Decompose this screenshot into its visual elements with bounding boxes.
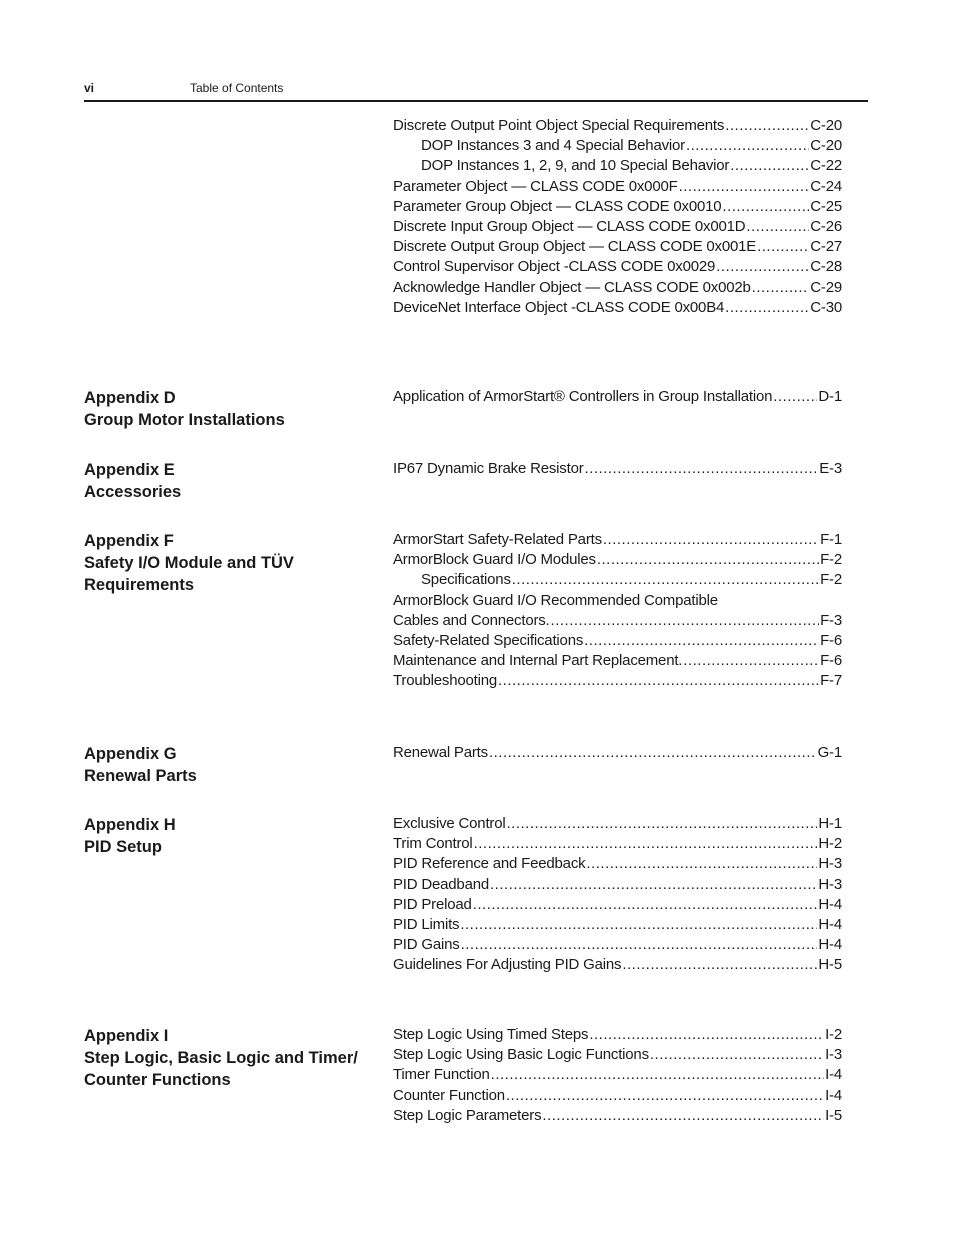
toc-entry-title: PID Deadband [393, 875, 490, 893]
toc-entry-title: Discrete Input Group Object — CLASS CODE 0x001D [393, 217, 746, 235]
toc-entry-title: PID Limits [393, 915, 460, 933]
appendix-title: Renewal Parts [84, 767, 197, 785]
toc-entry-page: C-27 [810, 238, 842, 256]
dot-leader [473, 895, 818, 915]
toc-entry-title: Counter Function [393, 1086, 505, 1104]
toc-entry-page: C-28 [810, 258, 842, 276]
dot-leader [585, 459, 819, 479]
toc-entry[interactable] [393, 935, 842, 955]
dot-leader [683, 651, 819, 671]
running-title: Table of Contents [190, 81, 284, 95]
dot-leader [757, 237, 809, 257]
toc-entry-page: F-1 [820, 531, 842, 548]
appendix-heading [84, 459, 374, 503]
toc-entry[interactable] [393, 156, 842, 176]
toc-entry[interactable] [393, 591, 842, 611]
toc-entry-list [393, 387, 842, 407]
appendix-heading [84, 814, 374, 858]
toc-entry-page: C-20 [810, 137, 842, 155]
toc-entry-title: Safety-Related Specifications [393, 631, 584, 649]
toc-entry-page: H-3 [818, 855, 842, 873]
appendix-title: Group Motor Installations [84, 411, 285, 429]
dot-leader [722, 197, 809, 217]
dot-leader [584, 631, 819, 651]
toc-entry[interactable] [393, 875, 842, 895]
dot-leader [586, 854, 817, 874]
toc-entry-page: F-3 [820, 611, 842, 629]
dot-leader [622, 955, 817, 975]
toc-entry-list [393, 530, 842, 692]
dot-leader [506, 814, 817, 834]
toc-entry[interactable] [393, 1106, 842, 1126]
dot-leader [461, 935, 818, 955]
toc-entry-title: Discrete Output Group Object — CLASS CODE 0x001E [393, 238, 757, 256]
toc-entry-title: Control Supervisor Object -CLASS CODE 0x0029 [393, 258, 716, 276]
toc-entry-title: PID Reference and Feedback [393, 855, 586, 873]
dot-leader [686, 136, 809, 156]
toc-entry-title: Discrete Output Point Object Special Requirements [393, 117, 725, 134]
toc-entry-page: I-2 [825, 1026, 842, 1043]
toc-entry-page: C-30 [810, 298, 842, 316]
toc-entry-page: I-5 [825, 1106, 842, 1124]
appendix-label: Appendix E [84, 461, 175, 479]
appendix-heading [84, 530, 374, 596]
toc-entry-page: C-26 [810, 217, 842, 235]
dot-leader [603, 530, 819, 550]
toc-entry-page: F-6 [820, 652, 842, 670]
toc-entry-title: Exclusive Control [393, 815, 506, 832]
dot-leader [460, 915, 817, 935]
toc-entry[interactable] [393, 278, 842, 298]
page-header [84, 80, 868, 102]
dot-leader [512, 570, 819, 590]
appendix-title: Accessories [84, 483, 182, 501]
dot-leader [542, 1106, 824, 1126]
toc-entry[interactable] [393, 1086, 842, 1106]
toc-entry-title: Step Logic Using Basic Logic Functions [393, 1046, 649, 1064]
toc-entry-page: C-25 [810, 197, 842, 215]
appendix-label: Appendix F [84, 532, 174, 550]
toc-entry-title: PID Preload [393, 895, 472, 913]
toc-entry-page: H-3 [818, 875, 842, 893]
toc-entry-title: Parameter Group Object — CLASS CODE 0x0010 [393, 197, 722, 215]
appendix-title: Step Logic, Basic Logic and Timer/ [84, 1049, 358, 1067]
dot-leader [752, 278, 810, 298]
appendix-label: Appendix G [84, 745, 177, 763]
toc-entry[interactable] [393, 550, 842, 570]
toc-entry[interactable] [393, 854, 842, 874]
toc-entry-title: Acknowledge Handler Object — CLASS CODE 0x002b [393, 278, 751, 296]
appendix-title: Safety I/O Module and TÜV [84, 554, 294, 572]
toc-entry-title: Guidelines For Adjusting PID Gains [393, 956, 622, 974]
toc-entry[interactable] [393, 459, 842, 479]
appendix-heading [84, 743, 374, 787]
toc-entry-list [393, 116, 842, 318]
toc-entry-title: Specifications [421, 571, 511, 589]
toc-entry-list [393, 459, 842, 479]
dot-leader [725, 116, 809, 136]
toc-entry-title: Step Logic Parameters [393, 1106, 542, 1124]
toc-entry-title: DeviceNet Interface Object -CLASS CODE 0x00B4 [393, 298, 725, 316]
toc-entry[interactable] [393, 116, 842, 136]
dot-leader [589, 1025, 824, 1045]
toc-entry-page: I-4 [825, 1066, 842, 1084]
dot-leader [679, 177, 810, 197]
toc-entry-page: H-4 [818, 895, 842, 913]
toc-entry-title: Cables and Connectors. [393, 611, 550, 629]
page-number: vi [84, 81, 95, 95]
toc-entry-page: H-4 [818, 936, 842, 954]
toc-entry[interactable] [393, 197, 842, 217]
toc-entry[interactable] [393, 651, 842, 671]
toc-entry-page: C-22 [810, 157, 842, 175]
dot-leader [773, 387, 817, 407]
appendix-title: Requirements [84, 576, 195, 594]
dot-leader [597, 550, 819, 570]
dot-leader [725, 298, 809, 318]
toc-entry[interactable] [393, 671, 842, 691]
toc-entry-title: DOP Instances 1, 2, 9, and 10 Special Behavior [421, 157, 730, 175]
dot-leader [716, 257, 809, 277]
dot-leader [730, 156, 809, 176]
toc-entry[interactable] [393, 631, 842, 651]
toc-entry[interactable] [393, 814, 842, 834]
appendix-label: Appendix D [84, 389, 176, 407]
toc-entry[interactable] [393, 570, 842, 590]
dot-leader [489, 743, 817, 763]
dot-leader [491, 1065, 824, 1085]
toc-entry[interactable] [393, 915, 842, 935]
toc-entry-title: Timer Function [393, 1066, 490, 1084]
toc-entry-page: H-5 [818, 956, 842, 974]
dot-leader [474, 834, 818, 854]
toc-entry-page: I-3 [825, 1046, 842, 1064]
toc-entry[interactable] [393, 136, 842, 156]
toc-entry[interactable] [393, 1045, 842, 1065]
dot-leader [490, 875, 817, 895]
toc-entry[interactable] [393, 237, 842, 257]
toc-entry-title: ArmorBlock Guard I/O Modules [393, 551, 596, 569]
toc-entry-page: H-1 [818, 815, 842, 832]
toc-entry-page: F-7 [820, 672, 842, 690]
toc-entry-page: I-4 [825, 1086, 842, 1104]
appendix-heading [84, 1025, 374, 1091]
toc-entry-title: Parameter Object — CLASS CODE 0x000F [393, 177, 678, 195]
toc-entry-list [393, 743, 842, 763]
toc-entry-title: Application of ArmorStart® Controllers in Group Installation [393, 388, 773, 405]
toc-entry[interactable] [393, 1065, 842, 1085]
toc-entry[interactable] [393, 834, 842, 854]
toc-entry-list [393, 1025, 842, 1126]
toc-entry-page: F-2 [820, 551, 842, 569]
toc-entry-title: Maintenance and Internal Part Replacement. [393, 652, 683, 670]
toc-entry-page: G-1 [817, 744, 842, 761]
toc-entry[interactable] [393, 530, 842, 550]
toc-entry[interactable] [393, 1025, 842, 1045]
toc-entry[interactable] [393, 955, 842, 975]
toc-entry-page: H-2 [818, 835, 842, 853]
dot-leader [498, 671, 819, 691]
appendix-title: PID Setup [84, 838, 162, 856]
toc-entry-title: ArmorBlock Guard I/O Recommended Compatible [393, 591, 718, 609]
toc-entry[interactable] [393, 611, 842, 631]
toc-entry[interactable] [393, 895, 842, 915]
dot-leader [551, 611, 820, 631]
appendix-label: Appendix I [84, 1027, 169, 1045]
appendix-label: Appendix H [84, 816, 176, 834]
toc-entry-page: C-24 [810, 177, 842, 195]
dot-leader [746, 217, 809, 237]
toc-entry-title: PID Gains [393, 936, 460, 954]
dot-leader [506, 1086, 824, 1106]
toc-entry-page: C-20 [810, 117, 842, 134]
toc-entry-list [393, 814, 842, 976]
toc-entry-page: F-6 [820, 631, 842, 649]
toc-entry[interactable] [393, 217, 842, 237]
appendix-heading [84, 387, 374, 431]
toc-entry-title: Trim Control [393, 835, 473, 853]
toc-entry-title: ArmorStart Safety-Related Parts [393, 531, 602, 548]
dot-leader [650, 1045, 824, 1065]
toc-entry-page: D-1 [818, 388, 842, 405]
toc-entry[interactable] [393, 298, 842, 318]
toc-entry-title: Troubleshooting [393, 672, 498, 690]
toc-entry-page: C-29 [810, 278, 842, 296]
toc-entry-title: Step Logic Using Timed Steps [393, 1026, 589, 1043]
toc-entry-page: E-3 [819, 460, 842, 477]
toc-entry[interactable] [393, 387, 842, 407]
toc-entry-title: Renewal Parts [393, 744, 488, 761]
toc-entry-title: IP67 Dynamic Brake Resistor [393, 460, 584, 477]
appendix-title: Counter Functions [84, 1071, 231, 1089]
toc-entry-page: F-2 [820, 571, 842, 589]
toc-entry[interactable] [393, 257, 842, 277]
toc-entry-page: H-4 [818, 915, 842, 933]
toc-entry[interactable] [393, 743, 842, 763]
toc-entry[interactable] [393, 177, 842, 197]
toc-entry-title: DOP Instances 3 and 4 Special Behavior [421, 137, 685, 155]
